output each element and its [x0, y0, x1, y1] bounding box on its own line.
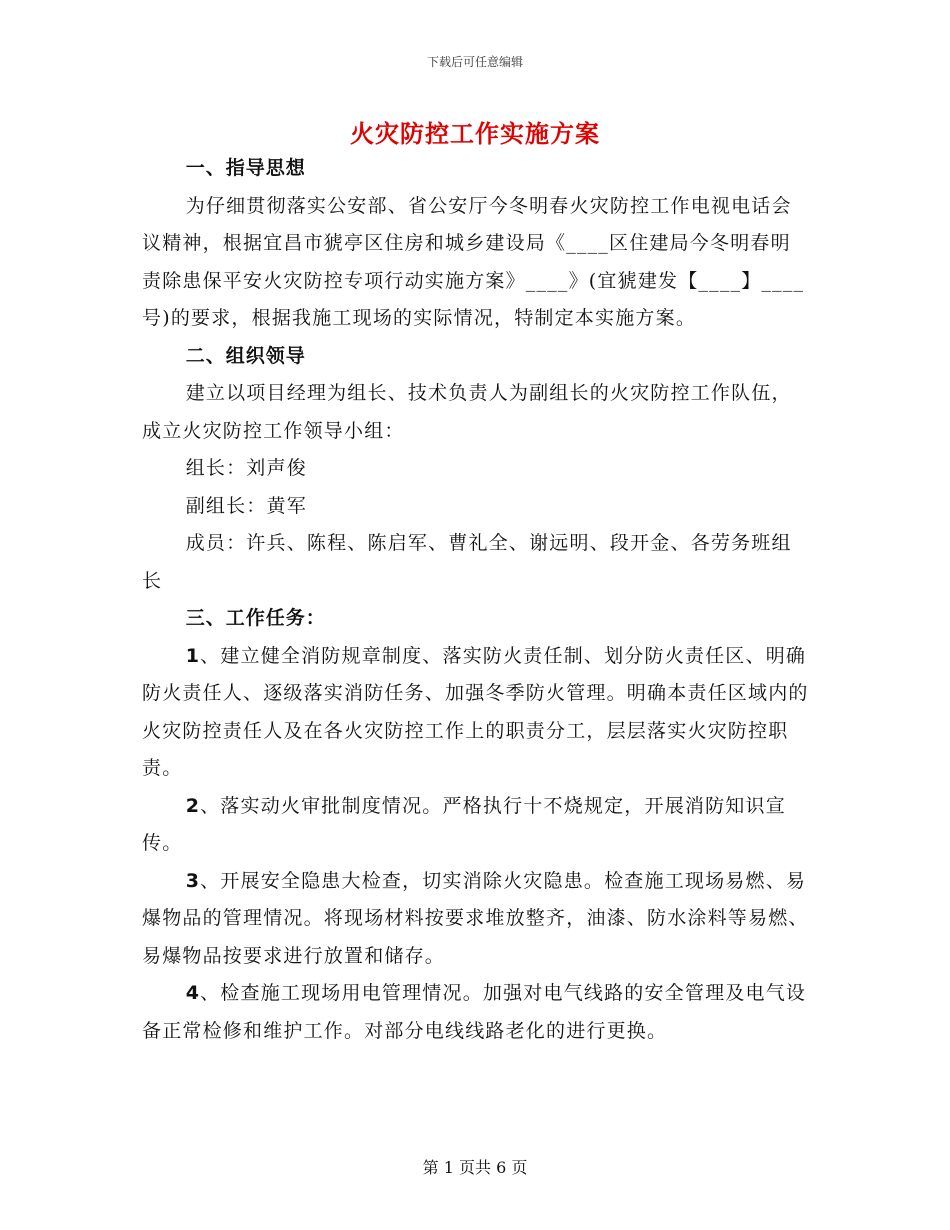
- section-heading-tasks: 三、工作任务：: [185, 607, 326, 629]
- task-item: [142, 975, 810, 1050]
- task-text: 、建立健全消防规章制度、落实防火责任制、划分防火责任区、明确防火责任人、逐级落实消防任务、加强冬季防火管理。明确本责任区域内的火灾防控责任人及在各火灾防控工作上的职责分工，层层落实火灾防控职责。: [142, 644, 809, 779]
- header-note: 下载后可任意编辑: [426, 55, 523, 69]
- task-item: [142, 863, 810, 976]
- section-heading-organization: 二、组织领导: [185, 344, 306, 367]
- deputy-leader: 副组长：黄军: [185, 494, 307, 517]
- document-title: 火灾防控工作实施方案: [350, 119, 600, 148]
- task-number: 3: [185, 869, 201, 892]
- task-text: 、开展安全隐患大检查，切实消除火灾隐患。检查施工现场易燃、易爆物品的管理情况。将现场材料按要求堆放整齐，油漆、防水涂料等易燃、易爆物品按要求进行放置和储存。: [142, 869, 809, 967]
- page-footer: 第 1 页共 6 页: [422, 1158, 528, 1177]
- paragraph: 建立以项目经理为组长、技术负责人为副组长的火灾防控工作队伍，成立火灾防控工作领导小组：: [142, 382, 792, 442]
- task-number: 2: [185, 794, 201, 817]
- section-heading-guiding-ideology: 一、指导思想: [185, 157, 306, 179]
- task-number: 4: [185, 982, 201, 1004]
- task-number: 1: [185, 644, 201, 667]
- team-leader: 组长：刘声俊: [185, 457, 307, 479]
- document-body: [142, 150, 810, 1050]
- task-text: 、落实动火审批制度情况。严格执行十不烧规定，开展消防知识宣传。: [142, 794, 786, 854]
- team-members: 成员：许兵、陈程、陈启军、曹礼全、谢远明、段开金、各劳务班组长: [142, 532, 792, 592]
- task-item: [142, 638, 810, 788]
- task-text: 、检查施工现场用电管理情况。加强对电气线路的安全管理及电气设备正常检修和维护工作。对部分电线线路老化的进行更换。: [142, 982, 807, 1042]
- task-item: [142, 788, 810, 863]
- paragraph: 为仔细贯彻落实公安部、省公安厅今冬明春火灾防控工作电视电话会议精神，根据宜昌市猇亭区住房和城乡建设局《____区住建局今冬明春明责除患保平安火灾防控专项行动实施方案》____》(宜猇建发【____】____号)的要求，根据我施工现场的实际情况，特制定本实施方案。: [142, 194, 805, 329]
